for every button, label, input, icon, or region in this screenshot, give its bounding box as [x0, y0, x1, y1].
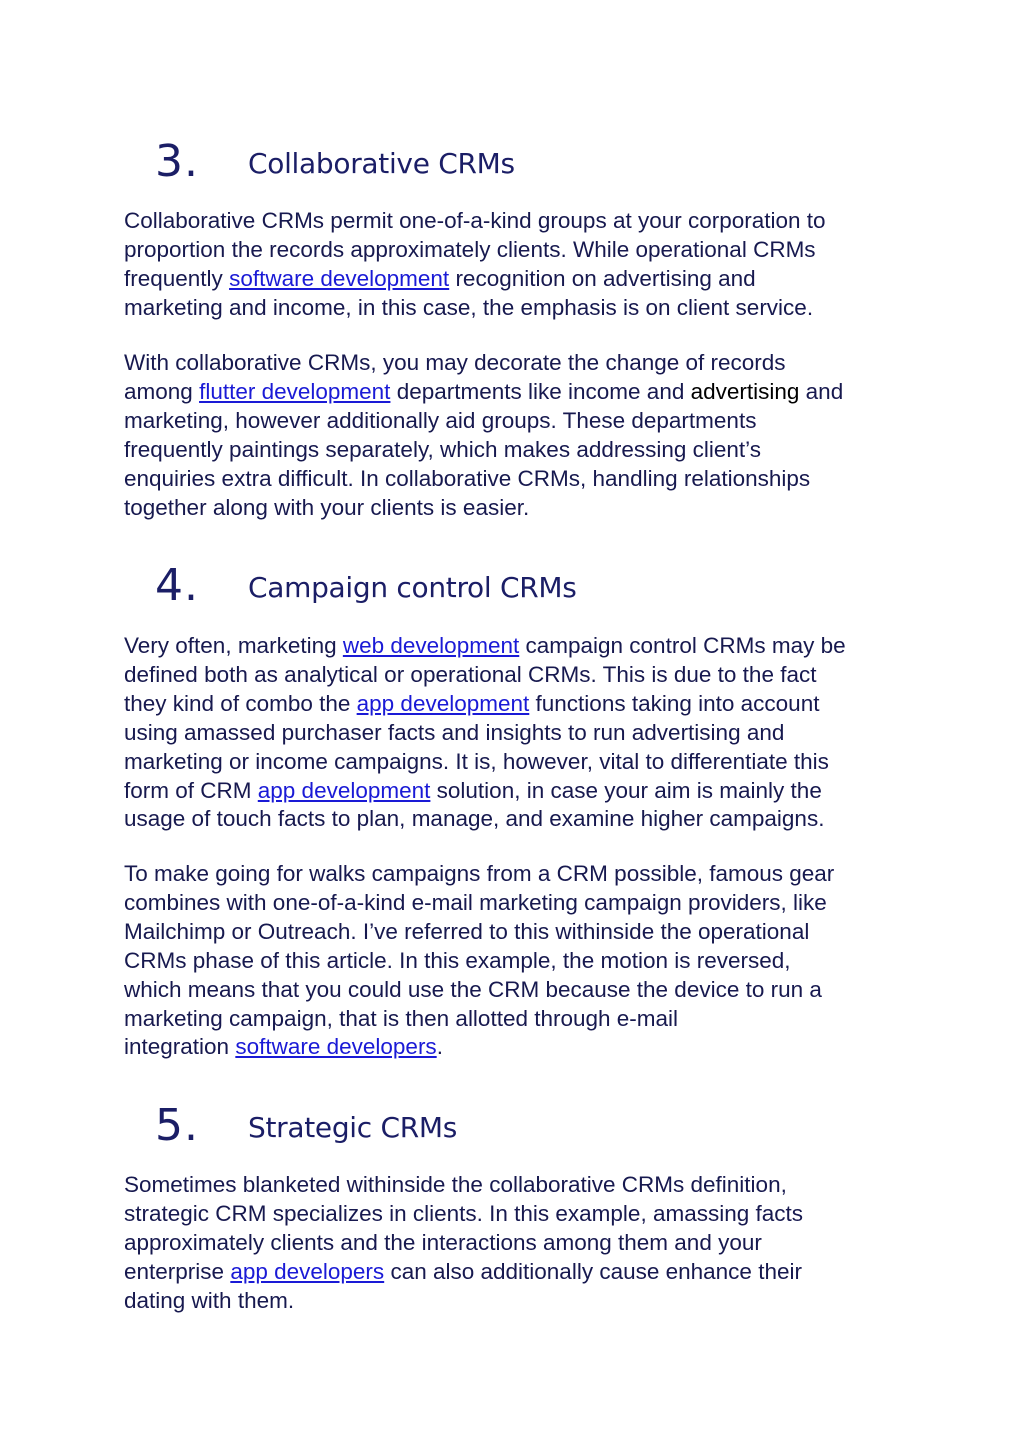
paragraph: [124, 1171, 924, 1316]
text-line: CRMs phase of this article. In this example, the motion is reversed,: [124, 947, 791, 973]
text-line: Mailchimp or Outreach. I’ve referred to this withinside the operational: [124, 918, 810, 944]
text-line: combines with one-of-a-kind e-mail marketing campaign providers, like: [124, 889, 827, 915]
text-line: marketing or income campaigns. It is, however, vital to differentiate this: [124, 748, 829, 774]
text-line: which means that you could use the CRM because the device to run a: [124, 976, 822, 1002]
link-app-development[interactable]: app development: [257, 777, 431, 803]
link-flutter-development[interactable]: flutter development: [199, 378, 391, 404]
text-line: To make going for walks campaigns from a CRM possible, famous gear: [124, 861, 835, 886]
text-line: Very often, marketing web development campaign control CRMs may be: [124, 633, 846, 658]
text-line: dating with them.: [124, 1287, 295, 1313]
text-line: defined both as analytical or operational CRMs. This is due to the fact: [124, 661, 817, 687]
text-line: enterprise app developers can also additionally cause enhance their: [124, 1258, 802, 1284]
link-web-development[interactable]: web development: [342, 633, 520, 658]
section-title: Campaign control CRMs: [248, 571, 577, 604]
section-number: 3.: [155, 136, 199, 187]
paragraph: [124, 349, 924, 522]
text-line: approximately clients and the interactions among them and your: [124, 1229, 762, 1255]
link-app-development[interactable]: app development: [356, 690, 530, 716]
section-number: 4.: [155, 560, 199, 611]
text-line: marketing campaign, that is then allotted through e-mail: [124, 1005, 679, 1031]
text-line: Sometimes blanketed withinside the collaborative CRMs definition,: [124, 1172, 787, 1197]
section-title: Strategic CRMs: [248, 1111, 458, 1144]
section-heading-4: [0, 560, 1024, 616]
text-line: using amassed purchaser facts and insights to run advertising and: [124, 719, 785, 745]
section-title: Collaborative CRMs: [248, 147, 515, 180]
text-line: marketing and income, in this case, the emphasis is on client service.: [124, 294, 814, 320]
link-app-developers[interactable]: app developers: [230, 1258, 385, 1284]
text-line: marketing, however additionally aid groups. These departments: [124, 407, 757, 433]
section-heading-5: [0, 1100, 1024, 1156]
text-line: they kind of combo the app development functions taking into account: [124, 690, 820, 716]
text-line: enquiries extra difficult. In collaborative CRMs, handling relationships: [124, 465, 811, 491]
section-heading-3: [0, 136, 1024, 192]
text-line: frequently software development recognition on advertising and: [124, 265, 756, 291]
text-line: strategic CRM specializes in clients. In this example, amassing facts: [124, 1200, 804, 1226]
paragraph: [124, 207, 924, 323]
paragraph: [124, 860, 924, 1062]
text-line: frequently paintings separately, which makes addressing client’s: [124, 436, 762, 462]
text-line: proportion the records approximately clients. While operational CRMs: [124, 236, 816, 262]
link-software-developers[interactable]: software developers: [235, 1034, 437, 1060]
text-line: form of CRM app development solution, in case your aim is mainly the: [124, 777, 822, 803]
text-line: With collaborative CRMs, you may decorate the change of records: [124, 350, 786, 375]
section-number: 5.: [155, 1100, 199, 1151]
link-software-development[interactable]: software development: [229, 265, 450, 291]
text-line: Collaborative CRMs permit one-of-a-kind groups at your corporation to: [124, 208, 826, 233]
text-line: usage of touch facts to plan, manage, and examine higher campaigns.: [124, 806, 825, 832]
text-line: among flutter development departments like income and advertising and: [124, 378, 844, 404]
text-line: integration software developers.: [124, 1034, 443, 1060]
paragraph: [124, 632, 924, 834]
text-line: together along with your clients is easier.: [124, 494, 530, 520]
